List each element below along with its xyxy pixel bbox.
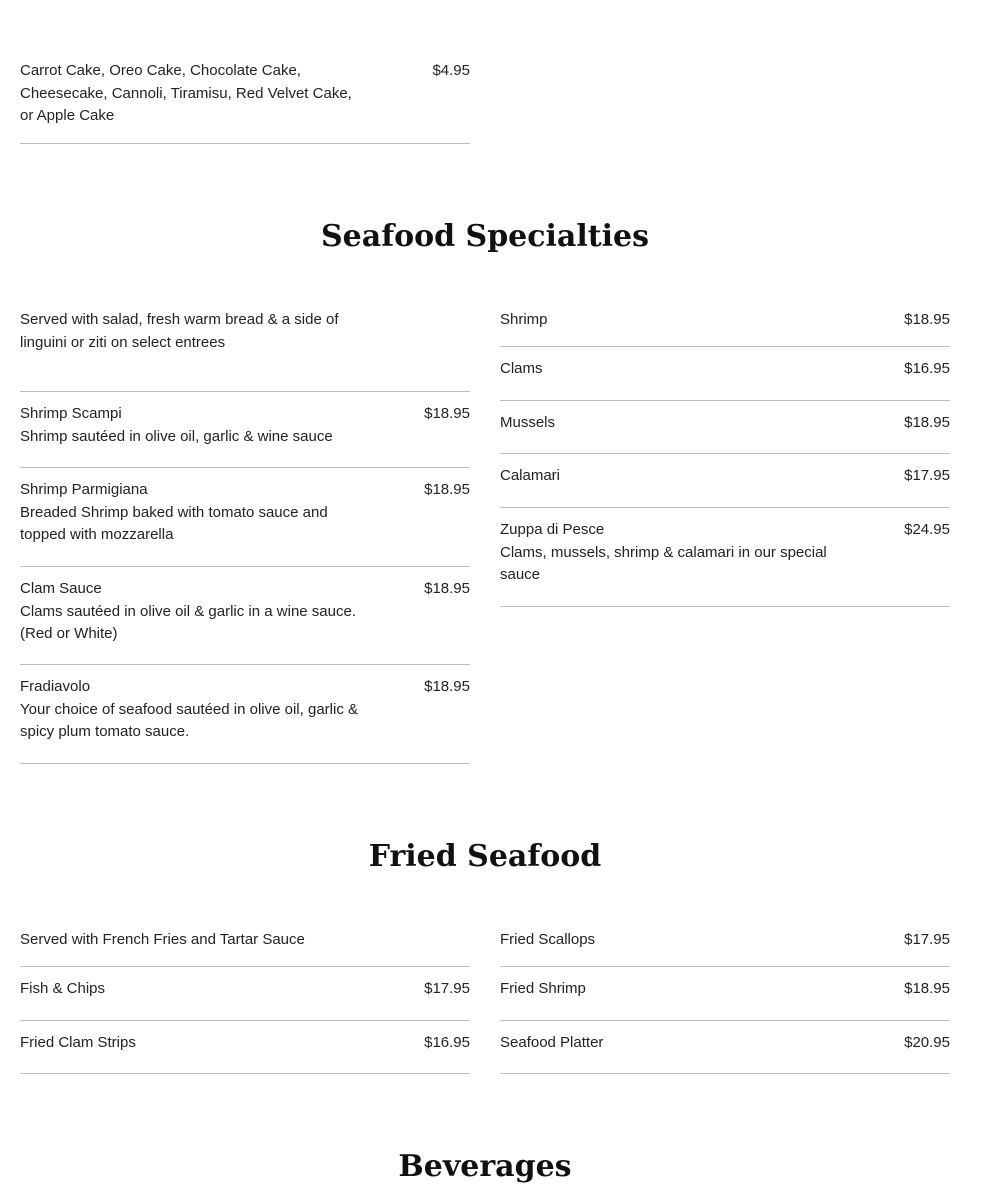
item-description: Clams, mussels, shrimp & calamari in our special sauce [500,543,827,583]
item-price: $18.95 [424,580,470,597]
menu-item-clams [500,347,950,401]
menu-item-shrimp [500,298,950,347]
desserts-list [20,49,470,144]
item-description: Clams sautéed in olive oil & garlic in a wine sauce. (Red or White) [20,602,356,642]
item-name: Fried Scallops [500,931,596,948]
item-price: $4.95 [432,62,470,79]
item-name: Fradiavolo [20,678,91,695]
item-name: Shrimp [500,311,548,328]
item-price: $18.95 [904,414,950,431]
item-name: Fried Clam Strips [20,1034,136,1051]
item-price: $17.95 [904,931,950,948]
menu-item-mussels [500,401,950,454]
item-name: Calamari [500,467,561,484]
item-name: Carrot Cake, Oreo Cake, Chocolate Cake, Cheesecake, Cannoli, Tiramisu, Red Velvet Cake, or Apple Cake [20,62,352,124]
seafood-specialties-right [500,298,950,607]
menu-item-calamari [500,454,950,508]
item-price: $17.95 [904,467,950,484]
item-price: $18.95 [424,481,470,498]
item-price: $16.95 [424,1034,470,1051]
item-price: $18.95 [904,311,950,328]
fried-seafood-right [500,918,950,1074]
menu-item-cakes [20,49,470,144]
item-description: Your choice of seafood sautéed in olive oil, garlic & spicy plum tomato sauce. [20,700,358,740]
section-intro: Served with French Fries and Tartar Sauce [20,918,470,967]
menu-item-seafood-platter [500,1021,950,1074]
item-name: Clams [500,360,543,377]
item-price: $24.95 [904,521,950,538]
item-name: Shrimp Scampi [20,405,122,422]
section-title-seafood-specialties: Seafood Specialties [321,219,649,254]
item-description: Breaded Shrimp baked with tomato sauce and topped with mozzarella [20,503,328,543]
menu-item-fish-and-chips [20,967,470,1021]
menu-item-fried-scallops [500,918,950,967]
section-intro: Served with salad, fresh warm bread & a side of linguini or ziti on select entrees [20,298,470,392]
item-name: Fish & Chips [20,980,106,997]
section-title-beverages: Beverages [398,1149,572,1184]
menu-item-fried-clam-strips [20,1021,470,1074]
menu-item-clam-sauce [20,567,470,665]
item-name: Zuppa di Pesce [500,521,605,538]
item-price: $20.95 [904,1034,950,1051]
menu-item-shrimp-scampi [20,392,470,468]
item-price: $16.95 [904,360,950,377]
item-price: $18.95 [424,678,470,695]
item-name: Mussels [500,414,556,431]
section-title-fried-seafood: Fried Seafood [368,839,602,874]
item-name: Fried Shrimp [500,980,586,997]
item-price: $18.95 [904,980,950,997]
item-description: Shrimp sautéed in olive oil, garlic & wine sauce [20,427,333,445]
item-name: Seafood Platter [500,1034,604,1051]
fried-seafood-left [20,918,470,1074]
seafood-specialties-left [20,298,470,764]
item-price: $17.95 [424,980,470,997]
item-price: $18.95 [424,405,470,422]
item-name: Clam Sauce [20,580,102,597]
menu-item-zuppa-di-pesce [500,508,950,607]
menu-item-fried-shrimp [500,967,950,1021]
menu-item-shrimp-parmigiana [20,468,470,567]
item-name: Shrimp Parmigiana [20,481,148,498]
menu-item-fradiavolo [20,665,470,764]
